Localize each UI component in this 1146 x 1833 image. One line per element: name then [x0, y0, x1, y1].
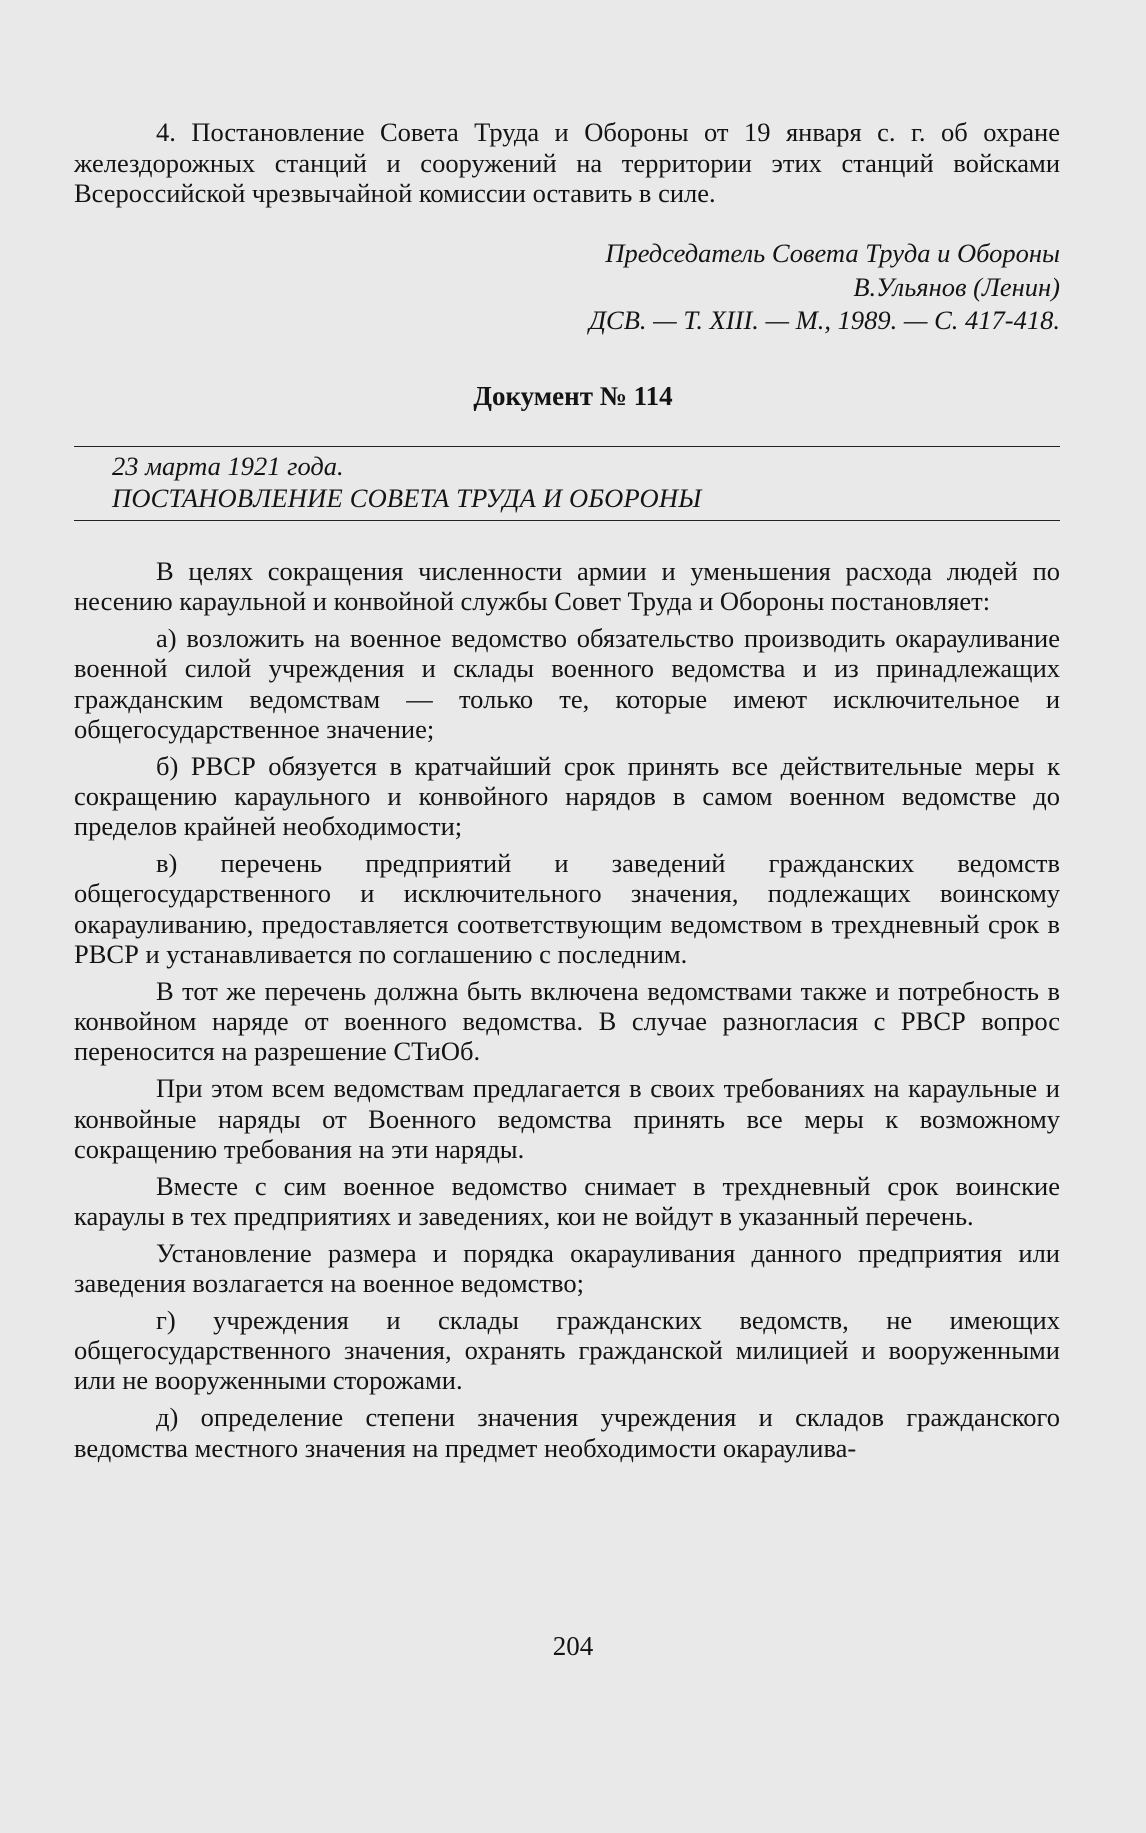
- body-paragraph: в) перечень предприятий и заведений гражданских ведомств общегосударственного и исключительного значения, подлежащих воинскому окарауливанию, предоставляется соответствующим ведомством в трехдневный срок в РВСР и устанавливается по соглашению с последним.: [74, 848, 1060, 970]
- body-paragraph: Вместе с сим военное ведомство снимает в трехдневный срок воинские караулы в тех предприятиях и заведениях, кои не войдут в указанный перечень.: [74, 1170, 1060, 1231]
- page-number: 204: [552, 1631, 594, 1661]
- document-body: [74, 556, 1060, 1463]
- signature-name: В.Ульянов (Ленин): [853, 272, 1060, 302]
- body-paragraph: При этом всем ведомствам предлагается в своих требованиях на караульные и конвойные наряды от Военного ведомства принять все меры к возможному сокращению требования на эти наряды.: [74, 1073, 1060, 1164]
- document-title: Документ № 114: [473, 381, 673, 411]
- body-paragraph: б) РВСР обязуется в кратчайший срок принять все действительные меры к сокращению караульного и конвойного нарядов в самом военном ведомстве до пределов крайней необходимости;: [74, 750, 1060, 842]
- document-heading: ПОСТАНОВЛЕНИЕ СОВЕТА ТРУДА И ОБОРОНЫ: [112, 483, 702, 513]
- source-citation: ДСВ. — Т. XIII. — М., 1989. — С. 417-418.: [589, 305, 1060, 335]
- body-paragraph: а) возложить на военное ведомство обязательство производить окарауливание военной силой учреждения и склады военного ведомства и из принадлежащих гражданским ведомствам — только те, которые имеют исключительное и общегосударственное значение;: [74, 623, 1060, 744]
- body-paragraph: Установление размера и порядка окарауливания данного предприятия или заведения возлагается на военное ведомство;: [74, 1237, 1060, 1299]
- intro-paragraph: 4. Постановление Совета Труда и Обороны от 19 января с. г. об охране желездорожных станций и сооружений на территории этих станций войсками Всероссийской чрезвычайной комиссии оставить в силе.: [74, 117, 1060, 208]
- body-paragraph: г) учреждения и склады гражданских ведомств, не имеющих общегосударственного значения, охранять гражданской милицией и вооруженными или не вооруженными сторожами.: [74, 1304, 1060, 1396]
- document-date: 23 марта 1921 года.: [112, 451, 344, 481]
- body-paragraph: В целях сокращения численности армии и уменьшения расхода людей по несению караульной и конвойной службы Совет Труда и Обороны постановляет:: [74, 556, 1060, 617]
- top-divider: [74, 446, 1060, 447]
- body-paragraph: д) определение степени значения учреждения и складов гражданского ведомства местного значения на предмет необходимости окараулива-: [74, 1402, 1060, 1463]
- signature-role: Председатель Совета Труда и Обороны: [605, 238, 1060, 268]
- bottom-divider: [74, 520, 1060, 521]
- body-paragraph: В тот же перечень должна быть включена ведомствами также и потребность в конвойном наряде от военного ведомства. В случае разногласия с РВСР вопрос переносится на разрешение СТиОб.: [74, 975, 1060, 1067]
